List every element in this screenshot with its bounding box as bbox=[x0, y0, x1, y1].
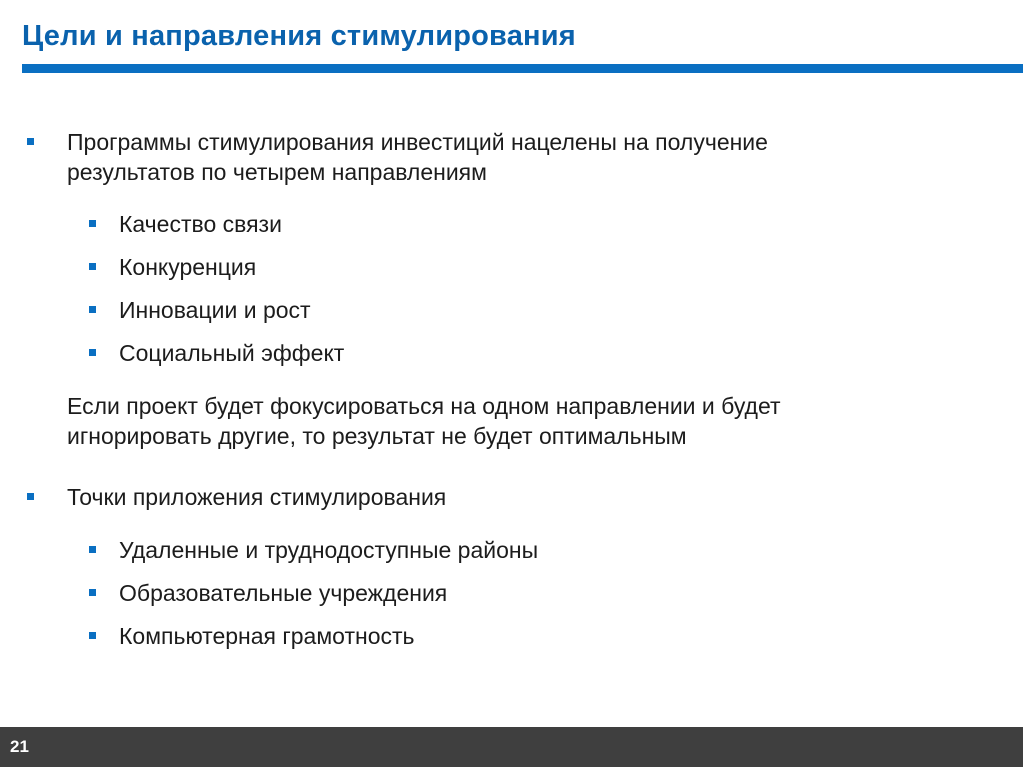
bullet-icon bbox=[89, 546, 96, 553]
sub-point-remote: Удаленные и труднодоступные районы bbox=[119, 537, 539, 563]
bullet-icon bbox=[89, 589, 96, 596]
bullet-icon bbox=[27, 138, 34, 145]
bullet-icon bbox=[89, 220, 96, 227]
main-point-programs: Программы стимулирования инвестиций нацелены на получение результатов по четырем направлениям bbox=[67, 129, 768, 185]
note-text: Если проект будет фокусироваться на одном направлении и будет игнорировать другие, то результат не будет оптимальным bbox=[67, 393, 781, 449]
main-point-targets: Точки приложения стимулирования bbox=[67, 484, 447, 510]
bullet-icon bbox=[89, 349, 96, 356]
bullet-icon bbox=[27, 493, 34, 500]
bullet-icon bbox=[89, 306, 96, 313]
sub-point-literacy: Компьютерная грамотность bbox=[119, 623, 415, 649]
sub-point-competition: Конкуренция bbox=[119, 254, 257, 280]
footer-bar bbox=[0, 727, 1023, 767]
sub-point-social: Социальный эффект bbox=[119, 340, 345, 366]
bullet-icon bbox=[89, 263, 96, 270]
slide-number: 21 bbox=[10, 737, 29, 756]
sub-point-innovation: Инновации и рост bbox=[119, 297, 311, 323]
bullet-icon bbox=[89, 632, 96, 639]
sub-point-quality: Качество связи bbox=[119, 211, 282, 237]
sub-point-education: Образовательные учреждения bbox=[119, 580, 448, 606]
slide-title: Цели и направления стимулирования bbox=[22, 20, 576, 52]
